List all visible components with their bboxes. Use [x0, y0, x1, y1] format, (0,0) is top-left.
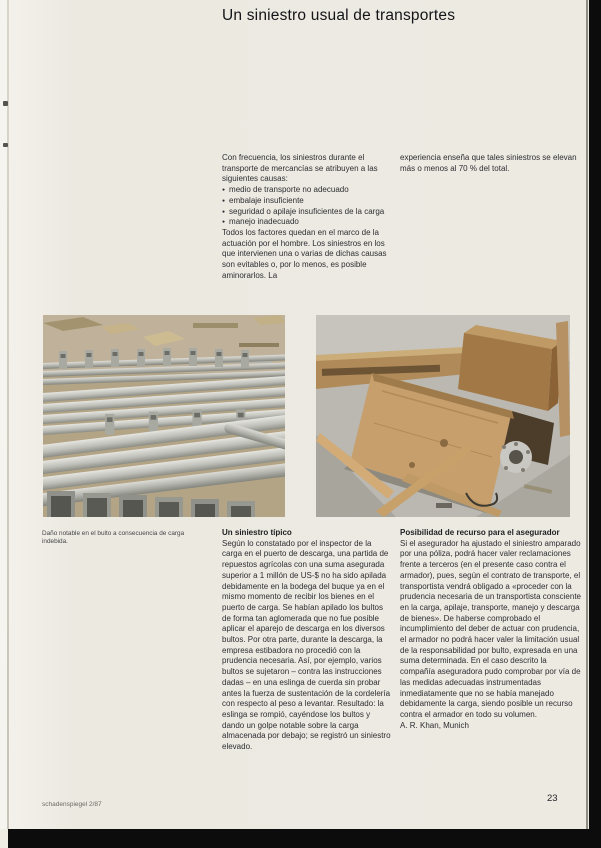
- page-number: 23: [547, 793, 558, 804]
- cause-item: [222, 217, 394, 228]
- cause-item: [222, 196, 394, 207]
- registration-mark: [3, 101, 8, 106]
- intro-column-left: [222, 153, 394, 281]
- registration-mark: [3, 143, 8, 147]
- section-recourse-heading: Posibilidad de recurso para el asegurador: [400, 528, 560, 537]
- scan-bottom-corner-notch: [0, 829, 8, 848]
- intro-col2-text: experiencia enseña que tales siniestros se elevan más o menos al 70 % del total.: [400, 153, 577, 173]
- section-recourse: [400, 528, 583, 731]
- photo-caption: Daño notable en el bulto a consecuencia de carga indebida.: [42, 530, 185, 545]
- section-typical-loss: [222, 528, 393, 753]
- cause-text: seguridad o apilaje insuficientes de la carga: [229, 206, 385, 216]
- page-title: Un siniestro usual de transportes: [222, 7, 456, 24]
- scan-left-edge-line: [7, 0, 9, 832]
- cause-text: medio de transporte no adecuado: [229, 185, 349, 195]
- intro-column-right: [400, 153, 583, 174]
- section-recourse-body: Si el asegurador ha ajustado el siniestro amparado por una póliza, podrá hacer valer reclamaciones frente a terceros (en el presente caso contra el armador), pues, según el contrato de transporte, el transportista vendrá obligado a «proceder con la prudencia necesaria de un transportista consciente en la carga, apilaje, transporte, manejo y descarga de bienes». De haberse comprobado el incumplimiento del deber de actuar con prudencia, el armador no podrá hacer valer la limitación usual de la responsabilidad por bulto, expresada en una suma determinada. En el caso descrito la compañía aseguradora pudo comprobar por vía de las medidas adecuadas instrumentadas inmediatamente que no se había manejado debidamente la carga, siendo posible un recurso contra el armador en todo su volumen.: [400, 538, 581, 719]
- scan-left-margin: [0, 0, 7, 848]
- damaged-crates-illustration: [316, 315, 570, 517]
- bullet-icon: ●: [222, 208, 226, 215]
- bullet-icon: ●: [222, 219, 226, 226]
- scan-right-border: [589, 0, 601, 848]
- causes-list: [222, 185, 394, 228]
- photo-damaged-crates: [316, 315, 570, 517]
- photo-stacked-pipes: [43, 315, 285, 517]
- journal-footer: schadenspiegel 2/87: [42, 801, 102, 808]
- stacked-pipes-illustration: [43, 315, 285, 517]
- bullet-icon: ●: [222, 187, 226, 194]
- section-typical-body: Según lo constatado por el inspector de la carga en el puerto de descarga, una partida de repuestos agrícolas con una suma asegurada superior a 1 millón de US-$ no ha sido apilada debidamente en la bodega del buque ya en el mismo momento de recibir los bienes en el puerto de carga. Se habían apilado los bultos de forma tan aglomerada que no fue posible aplicar el aparejo de descarga en los diversos bultos. Por otra parte, durante la descarga, la empresa estibadora no procedió con la prudencia necesaria. Así, por ejemplo, varios bultos se sujetaron – contra las instrucciones dadas – en una eslinga de cuerda sin probar antes la fuerza de sustentación de la cordelería con respecto al peso a levantar. Resultado: la eslinga se rompió, cayéndose los bultos y dando un golpe notable sobre la carga almacenada por debajo; se registró un siniestro elevado.: [222, 538, 391, 752]
- intro-continuation: Todos los factores quedan en el marco de la actuación por el hombre. Los siniestros en los que intervienen una o varias de dichas causas son evitables o, por lo menos, es posible aminorarlos. La: [222, 227, 387, 280]
- cause-item: [222, 207, 394, 218]
- bullet-icon: ●: [222, 197, 226, 204]
- byline: A. R. Khan, Munich: [400, 720, 469, 730]
- cause-text: embalaje insuficiente: [229, 195, 304, 205]
- section-typical-heading: Un siniestro típico: [222, 528, 292, 537]
- intro-lead: Con frecuencia, los siniestros durante el transporte de mercancías se atribuyen a las siguientes causas:: [222, 153, 378, 184]
- scan-right-edge-line: [586, 0, 588, 848]
- scan-bottom-border: [0, 829, 601, 848]
- cause-item: [222, 185, 394, 196]
- cause-text: manejo inadecuado: [229, 217, 299, 227]
